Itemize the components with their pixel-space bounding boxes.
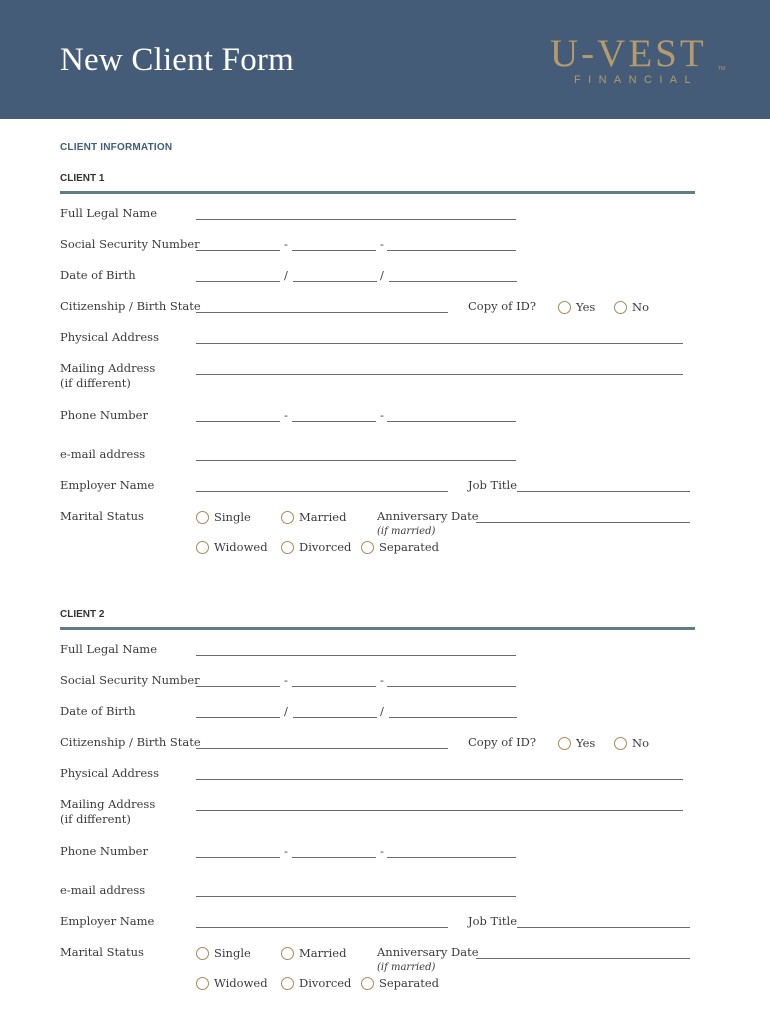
option-label: Separated [379,540,440,554]
option-label: Single [214,946,251,960]
option-label: Single [214,510,251,524]
ssn-part-2-field[interactable] [292,250,376,251]
phone-part-1-field[interactable] [196,857,280,858]
dob-year-field[interactable] [389,717,517,718]
physical-address-field[interactable] [196,779,683,780]
marital-married-radio[interactable] [281,946,346,961]
radio-circle-icon [196,947,209,960]
physical-address-label: Physical Address [60,330,159,344]
dob-day-field[interactable] [293,717,377,718]
phone-label: Phone Number [60,408,148,422]
option-label: Married [299,946,347,960]
marital-married-radio[interactable] [281,510,346,525]
dob-month-field[interactable] [196,281,280,282]
divider-rule [60,627,695,630]
dob-label: Date of Birth [60,704,136,718]
employer-label: Employer Name [60,478,155,492]
phone-separator: - [284,408,288,422]
option-label: Divorced [299,540,352,554]
anniversary-field[interactable] [476,522,690,523]
email-label: e-mail address [60,447,146,461]
option-label: Separated [379,976,440,990]
mailing-address-field[interactable] [196,810,683,811]
logo-subtitle: FINANCIAL [574,74,699,86]
option-label: No [632,300,649,314]
anniversary-note: (if married) [377,526,436,537]
radio-circle-icon [196,541,209,554]
email-field[interactable] [196,896,516,897]
radio-circle-icon [361,541,374,554]
logo-wordmark: U-VEST [550,32,707,75]
company-logo [546,34,736,89]
physical-address-label: Physical Address [60,766,159,780]
dob-separator: / [380,704,384,718]
copy-id-no-radio[interactable] [614,300,649,315]
mailing-address-text: Mailing Address [60,797,156,811]
phone-part-1-field[interactable] [196,421,280,422]
anniversary-label: Anniversary Date [377,945,479,959]
radio-circle-icon [281,511,294,524]
divider-rule [60,191,695,194]
marital-separated-radio[interactable] [361,976,439,991]
physical-address-field[interactable] [196,343,683,344]
logo-trademark: TM [718,66,726,72]
anniversary-note: (if married) [377,962,436,973]
ssn-part-3-field[interactable] [387,250,516,251]
full-name-label: Full Legal Name [60,642,158,656]
full-name-label: Full Legal Name [60,206,158,220]
radio-circle-icon [361,977,374,990]
anniversary-field[interactable] [476,958,690,959]
job-title-field[interactable] [517,491,690,492]
full-name-field[interactable] [196,655,516,656]
dob-month-field[interactable] [196,717,280,718]
client-2-heading: CLIENT 2 [60,609,105,620]
copy-id-yes-radio[interactable] [558,736,595,751]
phone-label: Phone Number [60,844,148,858]
marital-widowed-radio[interactable] [196,976,268,991]
ssn-separator: - [380,237,384,251]
ssn-label: Social Security Number [60,237,200,251]
job-title-label: Job Title [468,478,518,492]
citizenship-label: Citizenship / Birth State [60,299,201,313]
option-label: Yes [576,736,596,750]
marital-status-label: Marital Status [60,509,144,523]
option-label: Married [299,510,347,524]
option-label: Divorced [299,976,352,990]
copy-id-no-radio[interactable] [614,736,649,751]
dob-separator: / [380,268,384,282]
employer-label: Employer Name [60,914,155,928]
radio-circle-icon [281,977,294,990]
ssn-separator: - [284,237,288,251]
phone-separator: - [380,844,384,858]
email-label: e-mail address [60,883,146,897]
job-title-label: Job Title [468,914,518,928]
citizenship-field[interactable] [196,312,448,313]
radio-circle-icon [558,301,571,314]
mailing-address-note: (if different) [60,812,131,826]
copy-id-yes-radio[interactable] [558,300,595,315]
mailing-address-label [60,797,155,827]
ssn-label: Social Security Number [60,673,200,687]
ssn-separator: - [284,673,288,687]
ssn-part-3-field[interactable] [387,686,516,687]
citizenship-label: Citizenship / Birth State [60,735,201,749]
dob-separator: / [284,704,288,718]
option-label: No [632,736,649,750]
marital-divorced-radio[interactable] [281,976,351,991]
ssn-part-1-field[interactable] [196,250,280,251]
radio-circle-icon [614,301,627,314]
marital-status-label: Marital Status [60,945,144,959]
phone-separator: - [284,844,288,858]
dob-day-field[interactable] [293,281,377,282]
phone-part-3-field[interactable] [387,857,516,858]
option-label: Widowed [214,540,268,554]
marital-single-radio[interactable] [196,946,251,961]
marital-separated-radio[interactable] [361,540,439,555]
radio-circle-icon [281,947,294,960]
anniversary-label: Anniversary Date [377,509,479,523]
mailing-address-text: Mailing Address [60,361,156,375]
copy-id-label: Copy of ID? [468,735,537,749]
dob-label: Date of Birth [60,268,136,282]
mailing-address-field[interactable] [196,374,683,375]
header-banner [0,0,770,119]
email-field[interactable] [196,460,516,461]
mailing-address-label [60,361,155,391]
phone-part-2-field[interactable] [292,857,376,858]
ssn-separator: - [380,673,384,687]
citizenship-field[interactable] [196,748,448,749]
ssn-part-2-field[interactable] [292,686,376,687]
radio-circle-icon [196,977,209,990]
marital-single-radio[interactable] [196,510,251,525]
section-heading: CLIENT INFORMATION [60,142,173,153]
radio-circle-icon [558,737,571,750]
ssn-part-1-field[interactable] [196,686,280,687]
mailing-address-note: (if different) [60,376,131,390]
marital-divorced-radio[interactable] [281,540,351,555]
phone-part-2-field[interactable] [292,421,376,422]
option-label: Yes [576,300,596,314]
phone-part-3-field[interactable] [387,421,516,422]
radio-circle-icon [614,737,627,750]
job-title-field[interactable] [517,927,690,928]
full-name-field[interactable] [196,219,516,220]
copy-id-label: Copy of ID? [468,299,537,313]
employer-field[interactable] [196,491,448,492]
radio-circle-icon [196,511,209,524]
page-title: New Client Form [60,42,294,78]
marital-widowed-radio[interactable] [196,540,268,555]
dob-separator: / [284,268,288,282]
employer-field[interactable] [196,927,448,928]
phone-separator: - [380,408,384,422]
client-1-heading: CLIENT 1 [60,173,105,184]
radio-circle-icon [281,541,294,554]
option-label: Widowed [214,976,268,990]
dob-year-field[interactable] [389,281,517,282]
